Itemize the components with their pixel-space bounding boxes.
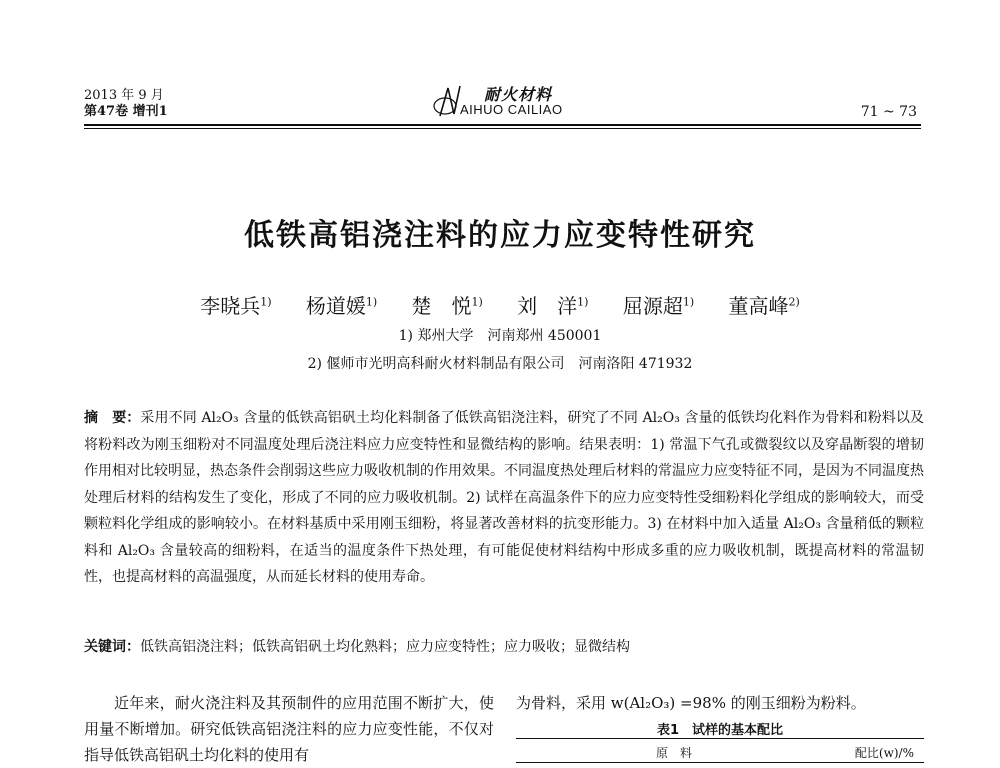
header-rule-thin (84, 128, 921, 129)
page-range: 71 ~ 73 (860, 104, 917, 120)
journal-name-cn: 耐火材料 (484, 85, 553, 104)
keywords (84, 636, 924, 656)
issue-volume: 第47卷 增刊1 (84, 104, 168, 119)
abstract-label: 摘 要： (84, 410, 141, 426)
affiliation-1: 1) 郑州大学 河南郑州 450001 (398, 328, 602, 344)
affiliation-2: 2) 偃师市光明高科耐火材料制品有限公司 河南洛阳 471932 (307, 356, 693, 372)
abstract-text: 采用不同 Al₂O₃ 含量的低铁高铝矾土均化料制备了低铁高铝浇注料，研究了不同 Al₂O₃ 含量的低铁均化料作为骨料和粉料以及将粉料改为刚玉细粉对不同温度处理后浇注料应力应变特性和显微结构的影响。结果表明：1) 常温下气孔或微裂纹以及穿晶断裂的增韧作用相对比较明显，热态条件会削弱这些应力吸收机制的作用效果。不同温度热处理后材料的常温应力应变特征不同，是因为不同温度热处理后材料的结构发生了变化，形成了不同的应力吸收机制。2) 试样在高温条件下的应力应变特性受细粉料化学组成的影响较大，而受颗粒料化学组成的影响较小。在材料基质中采用刚玉细粉，将显著改善材料的抗变形能力。3) 在材料中加入适量 Al₂O₃ 含量稍低的颗粒料和 Al₂O₃ 含量较高的细粉料，在适当的温度条件下热处理，有可能促使材料结构中形成多重的应力吸收机制，既提高材料的常温韧性，也提高材料的高温强度，从而延长材料的使用寿命。 (84, 410, 924, 585)
journal-logo-n-icon (432, 84, 462, 118)
keywords-label: 关键词： (84, 639, 140, 655)
author: 李晓兵$^{1)}$ (200, 294, 272, 318)
table-caption: 表1 试样的基本配比 (656, 723, 784, 738)
table-top-rule (516, 738, 924, 739)
body-column-right: 为骨料，采用 w(Al₂O₃) =98% 的刚玉细粉为粉料。 (516, 694, 866, 712)
author: 董高峰$^{2)}$ (728, 294, 800, 318)
body-column-left: 近年来，耐火浇注料及其预制件的应用范围不断扩大，使用量不断增加。研究低铁高铝浇注料的应力应变性能，不仅对指导低铁高铝矾土均化料的使用有 (84, 694, 494, 764)
journal-name-en: AIHUO CAILIAO (460, 102, 563, 117)
journal-logo (432, 80, 592, 124)
paper-title: 低铁高铝浇注料的应力应变特性研究 (244, 218, 756, 253)
journal-issue-info (84, 88, 168, 120)
issue-date: 2013 年 9 月 (84, 88, 164, 103)
author: 屈源超$^{1)}$ (622, 294, 695, 318)
keywords-text: 低铁高铝浇注料；低铁高铝矾土均化熟料；应力应变特性；应力吸收；显微结构 (140, 639, 630, 655)
header-rule (84, 124, 921, 126)
author: 刘 洋$^{1)}$ (517, 294, 589, 318)
author: 杨道媛$^{1)}$ (305, 294, 378, 318)
abstract (84, 405, 924, 591)
table-header-material: 原 料 (656, 746, 693, 760)
author-list (0, 290, 1000, 319)
author: 楚 悦$^{1)}$ (411, 294, 483, 318)
table-header-ratio: 配比(w)/% (854, 746, 914, 760)
table-header-rule (516, 762, 924, 763)
